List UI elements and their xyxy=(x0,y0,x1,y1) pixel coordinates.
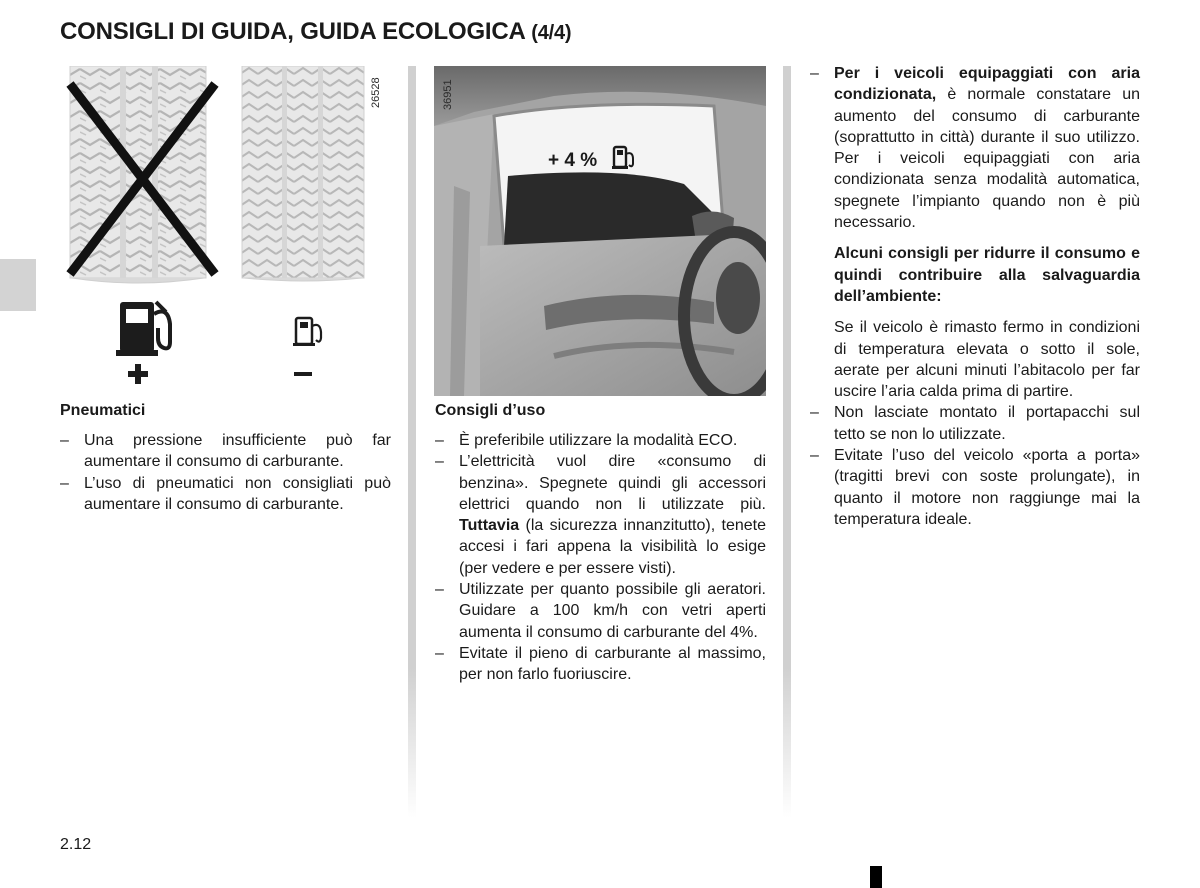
list-item-text: È preferibile utilizzare la modalità ECO. xyxy=(459,432,738,449)
list-dash: – xyxy=(810,447,819,465)
list-item-bold: Tuttavia xyxy=(459,517,520,535)
list-item-text: (la sicurezza innanzitutto), tenete accesi i fari appena la visibilità lo esige (per vedere e per essere visti). xyxy=(459,517,766,577)
list-item-text: Una pressione insufficiente può far aumentare il consumo di carburante. xyxy=(84,432,391,471)
chapter-tab xyxy=(0,259,36,311)
list-item-text: Non lasciate montato il portapacchi sul tetto se non lo utilizzate. xyxy=(834,404,1140,443)
page-title-main: CONSIGLI DI GUIDA, GUIDA ECOLOGICA xyxy=(60,18,525,45)
figure-code: 26528 xyxy=(370,77,382,108)
list-item-text: Evitate il pieno di carburante al massimo, per non farlo fuoriuscire. xyxy=(459,644,766,684)
section-heading: Consigli d’uso xyxy=(435,402,546,419)
list-item-text: L’elettricità vuol dire «consumo di benzina». Spegnete quindi gli accessori elettrici quando non li utilizzate più. xyxy=(459,453,766,513)
minus-sign-icon xyxy=(294,372,312,376)
page-title-part: (4/4) xyxy=(531,22,572,44)
figure-code: 36951 xyxy=(442,79,454,110)
list-dash: – xyxy=(435,644,444,662)
list-item-text: è normale constatare un aumento del consumo di carburante (soprattutto in città) durante il suo utilizzo. Per i veicoli equipaggiati con aria condizionata senza modalità automatica, spegnete l’impianto quando non è più necessario. xyxy=(834,86,1140,232)
air-conditioning-section xyxy=(810,63,1140,530)
column-divider-1 xyxy=(408,66,416,818)
list-dash: – xyxy=(435,432,444,449)
fuel-pump-small-icon xyxy=(293,318,321,346)
car-window-svg xyxy=(434,66,766,396)
list-item xyxy=(60,473,391,516)
list-dash: – xyxy=(810,404,819,422)
fuel-pump-large-icon xyxy=(116,302,170,356)
list-item xyxy=(435,451,766,579)
tips-list xyxy=(810,402,1140,530)
list-dash: – xyxy=(60,432,69,449)
tips-heading: Alcuni consigli per ridurre il consumo e quindi contribuire alla salvaguardia dell’ambiente: xyxy=(834,245,1140,305)
list-item xyxy=(435,579,766,643)
page-number: 2.12 xyxy=(60,836,92,853)
list-item-text: Evitate l’uso del veicolo «porta a porta» (tragitti brevi con soste prolungate), in quanto il motore non raggiunge mai la temperatura ideale. xyxy=(834,447,1140,528)
usage-tips-section xyxy=(435,402,766,686)
section-heading: Pneumatici xyxy=(60,402,146,419)
tyre-illustration xyxy=(60,66,395,396)
tips-paragraph: Se il veicolo è rimasto fermo in condizioni di temperatura elevata o sotto il sole, aerate per alcuni minuti l’abitacolo per far uscire l’aria calda prima di partire. xyxy=(834,319,1140,401)
list-dash: – xyxy=(810,65,819,82)
list-item-bold: Per i veicoli equipaggiati con aria condizionata, xyxy=(834,65,1140,104)
list-item xyxy=(435,430,766,451)
plus-sign-icon xyxy=(128,364,148,384)
column-divider-2 xyxy=(783,66,791,818)
list-dash: – xyxy=(435,581,444,599)
list-item xyxy=(60,430,391,473)
page-marker xyxy=(870,866,882,888)
ac-list xyxy=(810,63,1140,233)
list-item-text: L’uso di pneumatici non consigliati può aumentare il consumo di carburante. xyxy=(84,474,391,513)
list-item xyxy=(810,63,1140,233)
tyre-correct xyxy=(242,66,364,281)
list-dash: – xyxy=(60,474,69,492)
tyres-list xyxy=(60,430,391,515)
list-item xyxy=(810,402,1140,445)
fuel-pump-icon xyxy=(612,145,636,173)
list-item xyxy=(435,643,766,686)
tyres-section xyxy=(60,402,391,515)
tyre-figure-svg xyxy=(60,66,395,396)
page-title xyxy=(60,18,571,46)
fuel-increase-label: + 4 % xyxy=(548,150,598,171)
list-item xyxy=(810,445,1140,530)
car-window-illustration xyxy=(434,66,766,396)
usage-tips-list xyxy=(435,430,766,686)
list-item-text: Utilizzate per quanto possibile gli aeratori. Guidare a 100 km/h con vetri aperti aumenta il consumo di carburante del 4%. xyxy=(459,581,766,641)
list-dash: – xyxy=(435,453,444,471)
